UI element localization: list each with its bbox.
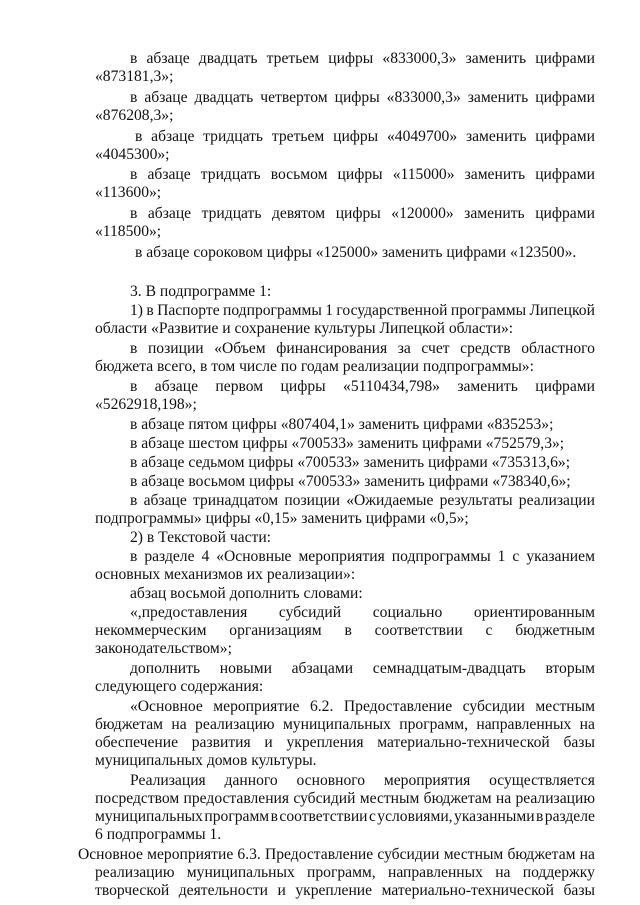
word: в: [130, 166, 138, 183]
text-line: области «Развитие и сохранение культуры Липецкой области»:: [95, 320, 514, 337]
word: бюджетам: [507, 846, 576, 863]
word: организациям: [229, 622, 322, 639]
word: 1): [130, 302, 143, 319]
word: базы: [563, 882, 595, 899]
word: мероприятия: [298, 548, 385, 565]
text-line: [130, 698, 595, 716]
word: «Объем: [214, 340, 266, 357]
word: реализацию: [95, 864, 175, 881]
word: первом: [215, 378, 264, 395]
word: цифры: [328, 50, 374, 67]
word: на: [579, 846, 595, 863]
word: абзаце: [146, 50, 190, 67]
text-line: [95, 716, 595, 734]
text-line: [95, 882, 595, 900]
word: цифры: [335, 205, 381, 222]
word: муниципальных: [186, 864, 295, 881]
word: Паспорте: [157, 302, 220, 319]
word: результаты: [439, 492, 513, 509]
word: Реализация: [130, 772, 206, 789]
word: реализацию: [195, 716, 275, 733]
word: областного: [521, 340, 595, 357]
text-line: 2) в Текстовой части:: [130, 529, 271, 546]
word: абзаце: [147, 205, 192, 222]
word: и: [264, 734, 273, 751]
word: муниципальных: [95, 808, 203, 825]
word: двадцать: [198, 50, 258, 67]
word: с: [368, 808, 376, 825]
text-line: [130, 660, 595, 678]
word: тридцать: [201, 205, 262, 222]
word: абзаце: [154, 378, 198, 395]
word: субсидии: [377, 846, 440, 863]
text-line: в абзаце восьмом цифры «700533» заменить цифрами «738340,6»;: [130, 473, 571, 490]
text-line: абзац восьмой дополнить словами:: [130, 585, 363, 602]
text-line: [130, 205, 595, 223]
text-line: [130, 166, 595, 184]
word: в: [130, 89, 138, 106]
word: основного: [296, 772, 366, 789]
text-line: [135, 128, 595, 146]
word: двадцать: [194, 89, 254, 106]
word: «4049700»: [386, 128, 458, 145]
text-line: [95, 808, 595, 826]
word: бюджетным: [515, 622, 595, 639]
word: Липецкой: [529, 302, 595, 319]
word: в: [130, 205, 138, 222]
word: Предоставление: [264, 846, 374, 863]
word: тридцать: [200, 166, 261, 183]
text-line: [95, 622, 595, 640]
text-line: «118500»;: [95, 223, 162, 240]
word: «833000,3»: [386, 89, 461, 106]
word: на: [495, 864, 511, 881]
word: укрепления: [286, 734, 364, 751]
word: обеспечение: [95, 734, 179, 751]
word: в: [270, 808, 278, 825]
word: в: [130, 50, 138, 67]
word: социально: [372, 604, 443, 621]
word: новыми: [219, 660, 272, 677]
word: «Основное: [130, 698, 203, 715]
text-line: «5262918,198»;: [95, 396, 197, 413]
word: 6.3.: [237, 846, 261, 863]
word: заменить: [465, 128, 527, 145]
word: 4: [201, 548, 210, 565]
word: мероприятия: [383, 772, 471, 789]
word: цифры: [333, 128, 379, 145]
text-line: [130, 50, 595, 68]
word: «115000»: [392, 166, 455, 183]
word: соответствии: [279, 808, 368, 825]
word: творческой: [95, 882, 170, 899]
word: соответствии: [374, 622, 463, 639]
word: четвертом: [260, 89, 328, 106]
word: «Основные: [216, 548, 292, 565]
word: цифры: [334, 89, 380, 106]
word: заменить: [465, 50, 527, 67]
word: и: [277, 882, 286, 899]
word: Предоставление: [343, 698, 453, 715]
text-line: «876208,3»;: [95, 107, 174, 124]
word: бюджетам: [423, 790, 492, 807]
text-line: [130, 340, 595, 358]
word: «5110434,798»: [343, 378, 440, 395]
word: предоставления: [183, 790, 290, 807]
word: субсидий: [293, 790, 356, 807]
word: цифрами: [535, 50, 595, 67]
word: разделе: [544, 808, 595, 825]
word: материально-технической: [377, 734, 550, 751]
text-line: в абзаце шестом цифры «700533» заменить цифрами «752579,3»;: [130, 435, 565, 452]
word: цифрами: [535, 378, 595, 395]
word: «120000»: [391, 205, 454, 222]
word: вторым: [545, 660, 595, 677]
word: субсидий: [278, 604, 342, 621]
text-line: бюджета всего, в том числе по годам реализации подпрограммы»:: [95, 358, 534, 375]
word: семнадцатым-двадцать: [372, 660, 526, 677]
word: цифры: [280, 378, 326, 395]
text-line: [130, 378, 595, 396]
word: государственной: [336, 302, 448, 319]
word: программ,: [399, 716, 468, 733]
text-line: [130, 89, 595, 107]
text-line: [95, 864, 595, 882]
word: бюджетам: [95, 716, 164, 733]
text-line: «4045300»;: [95, 146, 170, 163]
word: мероприятие: [147, 846, 234, 863]
text-line: «113600»;: [95, 184, 162, 201]
word: реализации: [518, 492, 595, 509]
text-line: в абзаце сороковом цифры «125000» заменить цифрами «123500».: [135, 244, 577, 261]
word: третьем: [271, 128, 325, 145]
word: заменить: [464, 166, 526, 183]
text-line: 6 подпрограммы 1.: [95, 826, 222, 843]
word: материально-технической: [381, 882, 555, 899]
text-line: [130, 604, 595, 622]
text-line: муниципальных домов культуры.: [95, 752, 317, 769]
text-line: подпрограммы» цифры «0,15» заменить цифрами «0,5»;: [95, 510, 469, 527]
text-line: «873181,3»;: [95, 68, 174, 85]
word: тринадцатом: [192, 492, 279, 509]
word: цифрами: [535, 89, 595, 106]
word: с: [512, 548, 520, 565]
word: программы: [450, 302, 527, 319]
word: заменить: [464, 205, 525, 222]
word: тридцать: [203, 128, 264, 145]
word: посредством: [95, 790, 180, 807]
text-line: [78, 846, 595, 864]
word: подпрограммы: [222, 302, 322, 319]
word: 6.2.: [309, 698, 334, 715]
word: позиции: [284, 492, 341, 509]
word: цифрами: [535, 166, 595, 183]
word: осуществляется: [489, 772, 595, 789]
word: Основное: [78, 846, 143, 863]
word: абзаце: [144, 89, 188, 106]
word: 1: [325, 302, 334, 319]
word: на: [579, 716, 595, 733]
word: финансирования: [276, 340, 388, 357]
word: «833000,3»: [382, 50, 457, 67]
word: восьмом: [270, 166, 328, 183]
word: «Ожидаемые: [346, 492, 434, 509]
word: позиции: [147, 340, 204, 357]
word: 1: [497, 548, 506, 565]
word: в: [130, 378, 138, 395]
word: с: [485, 622, 493, 639]
word: деятельности: [178, 882, 269, 899]
word: поддержку: [522, 864, 595, 881]
word: реализацию: [515, 790, 595, 807]
text-line: основных механизмов их реализации»:: [95, 566, 356, 583]
word: цифрами: [535, 205, 595, 222]
word: абзаце: [143, 492, 187, 509]
word: в: [344, 622, 352, 639]
text-line: следующего содержания:: [95, 678, 264, 695]
text-line: в абзаце пятом цифры «807404,1» заменить цифрами «835253»;: [130, 416, 554, 433]
word: указанными: [454, 808, 535, 825]
word: за: [397, 340, 411, 357]
word: средств: [460, 340, 511, 357]
word: заменить: [467, 89, 529, 106]
word: программ: [204, 808, 270, 825]
word: указанием: [526, 548, 595, 565]
word: цифры: [337, 166, 383, 183]
word: направленных: [476, 716, 572, 733]
word: условиями,: [377, 808, 453, 825]
word: развития: [191, 734, 251, 751]
word: программ,: [307, 864, 376, 881]
word: в: [130, 492, 138, 509]
word: укрепление: [295, 882, 373, 899]
word: «,предоставления: [130, 604, 248, 621]
word: базы: [563, 734, 595, 751]
text-line: [130, 772, 595, 790]
word: третьем: [266, 50, 320, 67]
word: некоммерческим: [95, 622, 207, 639]
word: местным: [443, 846, 504, 863]
word: муниципальных: [282, 716, 391, 733]
word: ориентированным: [473, 604, 595, 621]
word: в: [130, 340, 138, 357]
text-line: 3. В подпрограмме 1:: [130, 283, 272, 300]
text-line: [95, 790, 595, 808]
word: местным: [359, 790, 420, 807]
word: на: [495, 790, 512, 807]
text-line: законодательством»;: [95, 640, 232, 657]
word: счет: [421, 340, 450, 357]
word: на: [171, 716, 187, 733]
text-line: в абзаце седьмом цифры «700533» заменить цифрами «735313,6»;: [130, 454, 571, 471]
text-line: [130, 302, 595, 320]
word: подпрограммы: [391, 548, 491, 565]
word: в: [146, 302, 154, 319]
word: мероприятие: [213, 698, 300, 715]
text-line: [130, 492, 595, 510]
word: девятом: [272, 205, 326, 222]
word: в: [130, 548, 138, 565]
word: дополнить: [130, 660, 201, 677]
word: направленных: [387, 864, 483, 881]
word: абзаце: [147, 166, 191, 183]
text-line: [130, 548, 595, 566]
word: в: [535, 808, 544, 825]
word: субсидии: [462, 698, 525, 715]
word: цифрами: [535, 128, 595, 145]
word: абзаце: [151, 128, 195, 145]
word: разделе: [144, 548, 195, 565]
text-line: [95, 734, 595, 752]
word: данного: [224, 772, 278, 789]
word: заменить: [457, 378, 518, 395]
word: местным: [535, 698, 595, 715]
word: абзацами: [291, 660, 354, 677]
word: в: [135, 128, 143, 145]
